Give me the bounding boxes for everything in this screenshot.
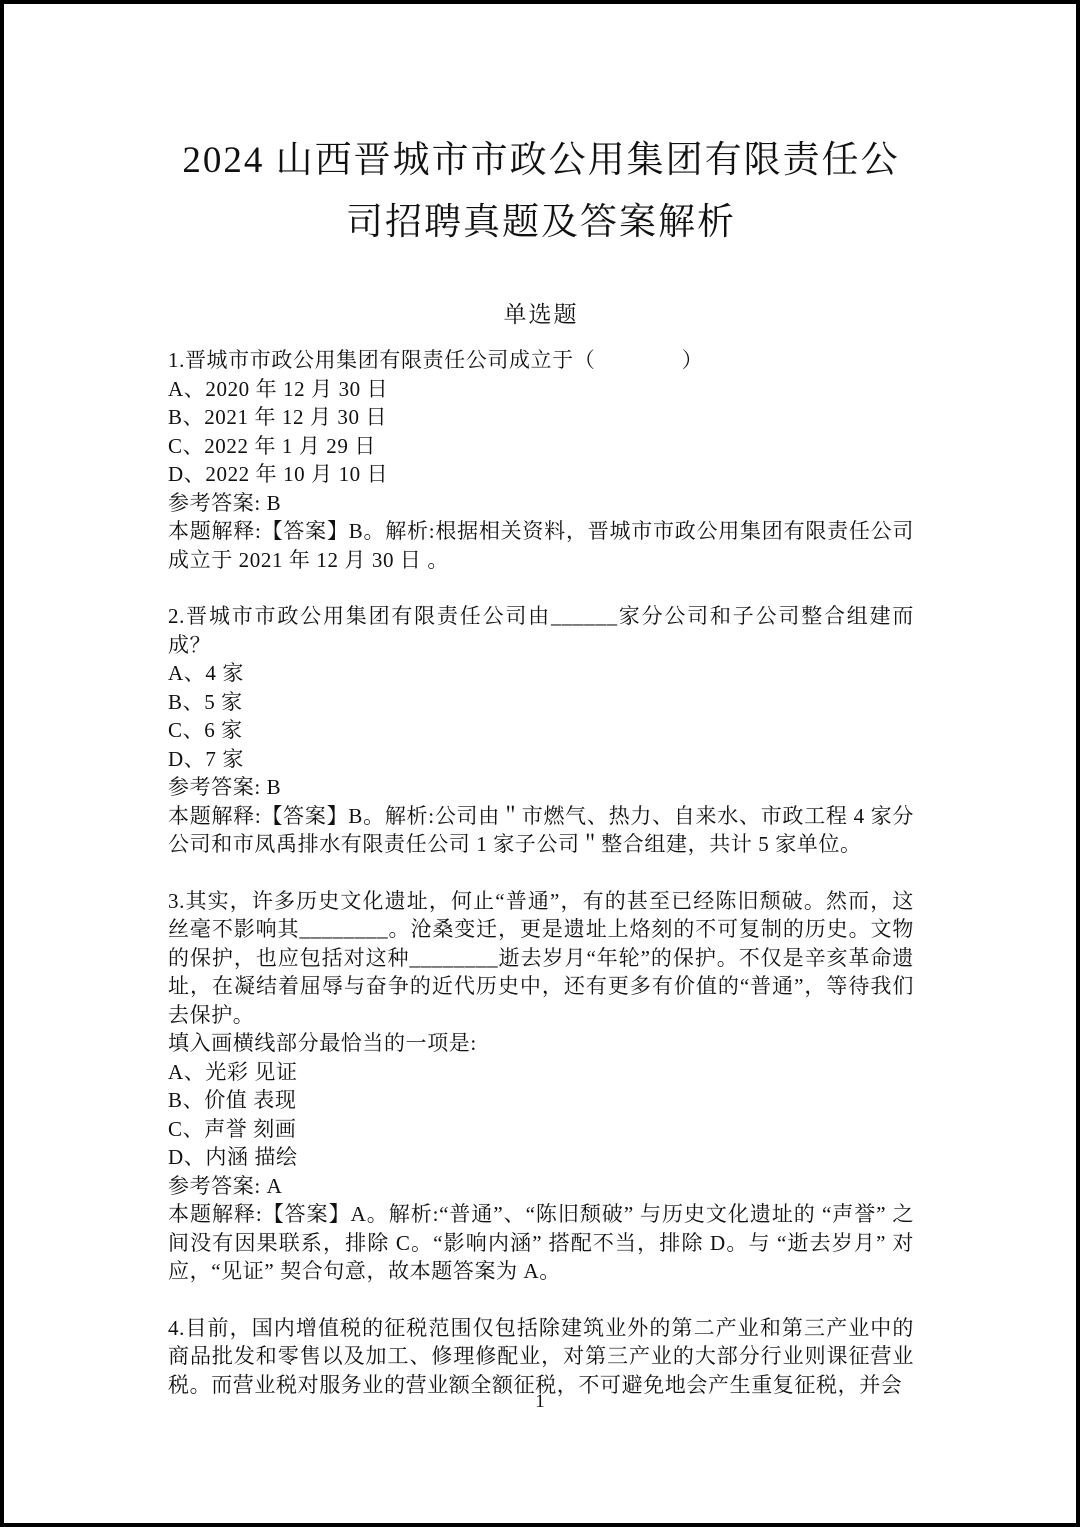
page-number: 1 xyxy=(535,1391,545,1412)
question-3 xyxy=(168,887,914,1286)
document-content xyxy=(4,130,1076,1399)
option-b: B、价值 表现 xyxy=(168,1088,297,1112)
document-title-line-2: 司招聘真题及答案解析 xyxy=(346,202,736,243)
question-stem: 3.其实，许多历史文化遗址，何止“普通”，有的甚至已经陈旧颓破。然而，这丝毫不影响其________。沧桑变迁，更是遗址上烙刻的不可复制的历史。文物的保护，也应包括对这种________逝去岁月“年轮”的保护。不仅是辛亥革命遗址，在凝结着屈辱与奋争的近代历史中，还有更多有价值的“普通”，等待我们去保护。 xyxy=(168,888,914,1027)
option-b: B、2021 年 12 月 30 日 xyxy=(168,405,388,429)
document-title xyxy=(168,130,914,254)
answer-label: 参考答案: B xyxy=(168,775,282,799)
option-d: D、7 家 xyxy=(168,746,244,771)
option-a: A、2020 年 12 月 30 日 xyxy=(168,376,389,401)
document-title-line-1: 2024 山西晋城市市政公用集团有限责任公 xyxy=(182,140,900,181)
question-stem: 1.晋城市市政公用集团有限责任公司成立于（ ） xyxy=(168,348,704,372)
option-a: A、光彩 见证 xyxy=(168,1059,298,1084)
explanation: 本题解释:【答案】B。解析:公司由＂市燃气、热力、自来水、市政工程 4 家分公司和市凤禹排水有限责任公司 1 家子公司＂整合组建，共计 5 家单位。 xyxy=(168,803,914,856)
question-1 xyxy=(168,346,914,574)
option-d: D、内涵 描绘 xyxy=(168,1145,298,1169)
option-c: C、2022 年 1 月 29 日 xyxy=(168,433,376,458)
question-2 xyxy=(168,602,914,859)
explanation: 本题解释:【答案】B。解析:根据相关资料，晋城市市政公用集团有限责任公司成立于 2021 年 12 月 30 日 。 xyxy=(168,519,914,572)
option-c: C、6 家 xyxy=(168,718,243,742)
option-d: D、2022 年 10 月 10 日 xyxy=(168,462,389,486)
section-heading: 单选题 xyxy=(503,302,579,327)
question-stem: 4.目前，国内增值税的征税范围仅包括除建筑业外的第二产业和第三产业中的商品批发和零售以及加工、修理修配业，对第三产业的大部分行业则课征营业税。而营业税对服务业的营业额全额征税，不可避免地会产生重复征税，并会 xyxy=(168,1315,914,1397)
option-c: C、声誉 刻画 xyxy=(168,1116,297,1141)
option-b: B、5 家 xyxy=(168,689,243,714)
answer-label: 参考答案: A xyxy=(168,1173,283,1198)
option-a: A、4 家 xyxy=(168,661,244,685)
answer-label: 参考答案: B xyxy=(168,490,282,515)
question-4 xyxy=(168,1314,914,1400)
question-stem: 2.晋城市市政公用集团有限责任公司由______家分公司和子公司整合组建而成？ xyxy=(168,604,914,657)
question-prompt: 填入画横线部分最恰当的一项是: xyxy=(168,1031,477,1055)
explanation: 本题解释:【答案】A。解析:“普通”、“陈旧颓破” 与历史文化遗址的 “声誉” 之间没有因果联系，排除 C。“影响内涵” 搭配不当，排除 D。与 “逝去岁月” 对应，“见证” 契合句意，故本题答案为 A。 xyxy=(168,1202,914,1283)
